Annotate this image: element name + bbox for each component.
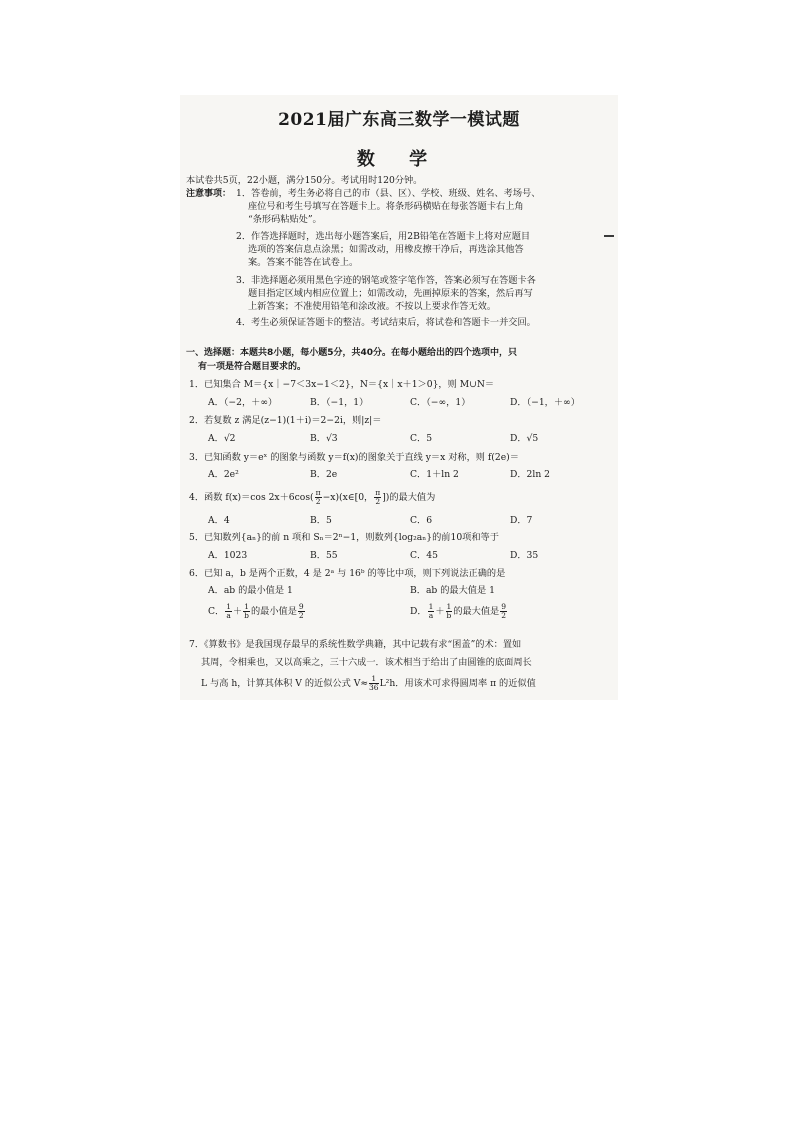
q6-d-frac-1-over-a <box>428 603 435 620</box>
q5-option-a: A．1023 <box>208 550 248 561</box>
q6-c-text: 的最小值是 <box>250 606 297 617</box>
q7-line-2: 其周，令相乘也，又以高乘之，三十六成一．该术相当于给出了由圆锥的底面周长 <box>201 657 532 668</box>
q2-option-b: B．√3 <box>310 433 338 444</box>
q6-d-den-b: b <box>446 611 452 620</box>
exam-page <box>180 95 618 700</box>
q6-c-den-b: b <box>244 611 249 620</box>
notice-1-line-2: 座位号和考生号填写在答题卡上。将条形码横贴在每张答题卡右上角 <box>248 201 524 212</box>
q5-stem: 5．已知数列{aₙ}的前 n 项和 Sₙ＝2ⁿ−1，则数列{log₂aₙ}的前10项和等于 <box>189 532 499 543</box>
q6-stem: 6．已知 a，b 是两个正数，4 是 2ᵃ 与 16ᵇ 的等比中项，则下列说法正确的是 <box>189 568 506 579</box>
q6-c-frac-1-over-a <box>225 603 232 620</box>
q4-stem-post: 的最大值为 <box>389 492 436 503</box>
q4-domain: x∈ <box>342 492 355 503</box>
notice-2-line-1: 2．作答选择题时，选出每小题答案后，用2B铅笔在答题卡上将对应题目 <box>236 231 531 242</box>
q6-c-num-9: 9 <box>298 602 304 611</box>
q4-fraction-pi-over-2-b <box>374 489 381 506</box>
q3-stem: 3．已知函数 y＝eˣ 的图象与函数 y＝f(x)的图象关于直线 y＝x 对称，则 f(2e)＝ <box>189 452 519 463</box>
q6-option-d <box>410 603 508 620</box>
q7-frac-num: 1 <box>369 675 379 684</box>
q1-option-d: D．（−1，＋∞） <box>510 397 580 408</box>
q6-c-num-1: 1 <box>226 602 231 611</box>
section-1-heading: 一、选择题：本题共8小题，每小题5分，共40分。在每小题给出的四个选项中，只 <box>186 348 518 358</box>
q6-c-den-2: 2 <box>298 611 304 620</box>
q4-stem: 4．函数 f(x)＝cos 2x＋6cos( $\frac{\pi}{2}$ −x)(x∈[0， $\frac{\pi}{2}$ ])的最大值为 <box>189 488 436 506</box>
q6-c-den-a: a <box>226 611 231 620</box>
q3-option-b: B．2e <box>310 469 338 480</box>
notice-2-line-2: 选项的答案信息点涂黑；如需改动，用橡皮擦干净后，再选涂其他答 <box>248 244 524 255</box>
q4-stem-pre: 4．函数 f(x)＝cos 2x＋6cos <box>189 492 311 503</box>
q6-d-num-9: 9 <box>501 602 507 611</box>
q4-option-d: D．7 <box>510 515 533 526</box>
q6-d-den-a: a <box>428 611 434 620</box>
notice-4-line-1: 4．考生必须保证答题卡的整洁。考试结束后，将试卷和答题卡一并交回。 <box>236 317 536 328</box>
q2-option-c: C．5 <box>410 433 433 444</box>
q5-option-b: B．55 <box>310 550 338 561</box>
q3-option-d: D．2ln 2 <box>510 469 551 480</box>
q4-option-c: C．6 <box>410 515 433 526</box>
q4-fraction-pi-over-2 <box>315 489 322 506</box>
q4-frac2-num: π <box>375 488 381 497</box>
q6-c-frac-9-over-2 <box>298 603 305 620</box>
q4-stem-mid: −x <box>322 492 336 503</box>
notice-1-line-1: 1．答卷前，考生务必将自己的市（县、区）、学校、班级、姓名、考场号、 <box>236 188 541 199</box>
q6-d-text: 的最大值是 <box>453 606 500 617</box>
notice-label: 注意事项： <box>186 189 232 199</box>
notice-2-line-3: 案。答案不能答在试卷上。 <box>248 257 359 268</box>
notice-3-line-3: 上新答案；不准使用铅笔和涂改液。不按以上要求作答无效。 <box>248 301 497 312</box>
q6-c-label: C． <box>208 606 225 617</box>
q6-d-num-1: 1 <box>428 602 434 611</box>
q7-line-3-post: L²h．用该术可求得圆周率 π 的近似值 <box>379 678 536 689</box>
q4-option-b: B．5 <box>310 515 332 526</box>
section-1-heading-line-2: 有一项是符合题目要求的。 <box>198 362 307 372</box>
q2-option-d: D．√5 <box>510 433 539 444</box>
notice-3-line-1: 3．非选择题必须用黑色字迹的钢笔或签字笔作答，答案必须写在答题卡各 <box>236 275 536 286</box>
q6-d-frac-9-over-2 <box>500 603 507 620</box>
q6-d-den-2: 2 <box>501 611 507 620</box>
q2-stem: 2．若复数 z 满足(z−1)(1＋i)＝2−2i，则|z|＝ <box>189 415 382 426</box>
q7-frac-1-over-36 <box>369 675 379 692</box>
exam-title: 2021届广东高三数学一模试题 <box>278 110 520 130</box>
q4-interval-start: 0， <box>358 492 374 503</box>
scan-mark <box>604 235 614 237</box>
q7-line-1: 7．《算数书》是我国现存最早的系统性数学典籍，其中记载有求“囷盖”的术：置如 <box>189 639 522 650</box>
q5-option-d: D．35 <box>510 550 539 561</box>
q4-option-a: A．4 <box>208 515 230 526</box>
q1-option-b: B．（−1，1） <box>310 397 369 408</box>
q1-option-c: C．（−∞，1） <box>410 397 471 408</box>
q3-option-a: A．2e² <box>208 469 239 480</box>
q7-frac-den: 36 <box>369 683 379 692</box>
q1-stem: 1．已知集合 M＝{x｜−7＜3x−1＜2}，N＝{x｜x＋1＞0}，则 M∪N＝ <box>189 379 495 390</box>
q6-option-b: B．ab 的最大值是 1 <box>410 585 495 596</box>
q6-d-plus: ＋ <box>435 606 445 617</box>
q6-d-frac-1-over-b <box>446 603 453 620</box>
notice-3-line-2: 题目指定区域内相应位置上；如需改动，先画掉原来的答案，然后再写 <box>248 288 533 299</box>
q4-frac1-den: 2 <box>315 497 321 506</box>
q6-option-a: A．ab 的最小值是 1 <box>208 585 293 596</box>
q4-frac2-den: 2 <box>375 497 381 506</box>
q6-d-label: D． <box>410 606 427 617</box>
q6-c-num-1b: 1 <box>244 602 249 611</box>
q1-option-a: A．（−2，＋∞） <box>208 397 278 408</box>
q6-c-frac-1-over-b <box>243 603 250 620</box>
subject-title: 数 学 <box>356 149 442 170</box>
q6-d-num-1b: 1 <box>446 602 452 611</box>
q6-option-c <box>208 603 306 620</box>
q2-option-a: A．√2 <box>208 433 236 444</box>
q7-line-3-pre: L 与高 h，计算其体积 V 的近似公式 V≈ <box>201 678 369 689</box>
q4-frac1-num: π <box>315 488 321 497</box>
q6-c-plus: ＋ <box>233 606 243 617</box>
q3-option-c: C．1＋ln 2 <box>410 469 459 480</box>
q5-option-c: C．45 <box>410 550 438 561</box>
notice-1-line-3: “条形码粘贴处”。 <box>248 214 322 225</box>
exam-intro: 本试卷共5页，22小题，满分150分。考试用时120分钟。 <box>186 175 423 186</box>
q7-line-3 <box>201 675 536 692</box>
